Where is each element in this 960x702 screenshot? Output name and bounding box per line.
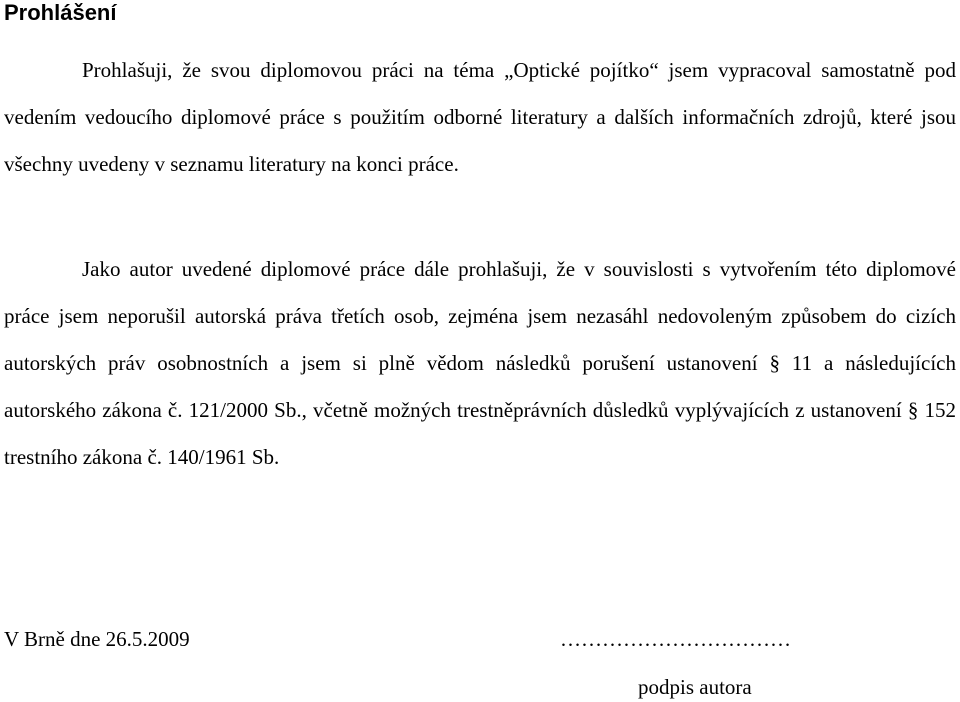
page-title: Prohlášení	[4, 0, 117, 25]
declaration-paragraph-copyright: Jako autor uvedené diplomové práce dále prohlašuji, že v souvislosti s vytvořením této diplomové práce jsem neporušil autorská práva třetích osob, zejména jsem nezasáhl nedovoleným způsobem do cizích autorských práv osobnostních a jsem si plně vědom následků porušení ustanovení § 11 a následujících autorského zákona č. 121/2000 Sb., včetně možných trestněprávních důsledků vyplývajících z ustanovení § 152 trestního zákona č. 140/1961 Sb.	[4, 257, 956, 469]
declaration-paragraph-authorship: Prohlašuji, že svou diplomovou práci na téma „Optické pojítko“ jsem vypracoval samostatně pod vedením vedoucího diplomové práce s použitím odborné literatury a dalších informačních zdrojů, které jsou všechny uvedeny v seznamu literatury na konci práce.	[4, 58, 956, 176]
signature-label: podpis autora	[638, 675, 752, 699]
place-and-date: V Brně dne 26.5.2009	[4, 627, 190, 651]
signature-line: ……………………………	[560, 627, 791, 651]
